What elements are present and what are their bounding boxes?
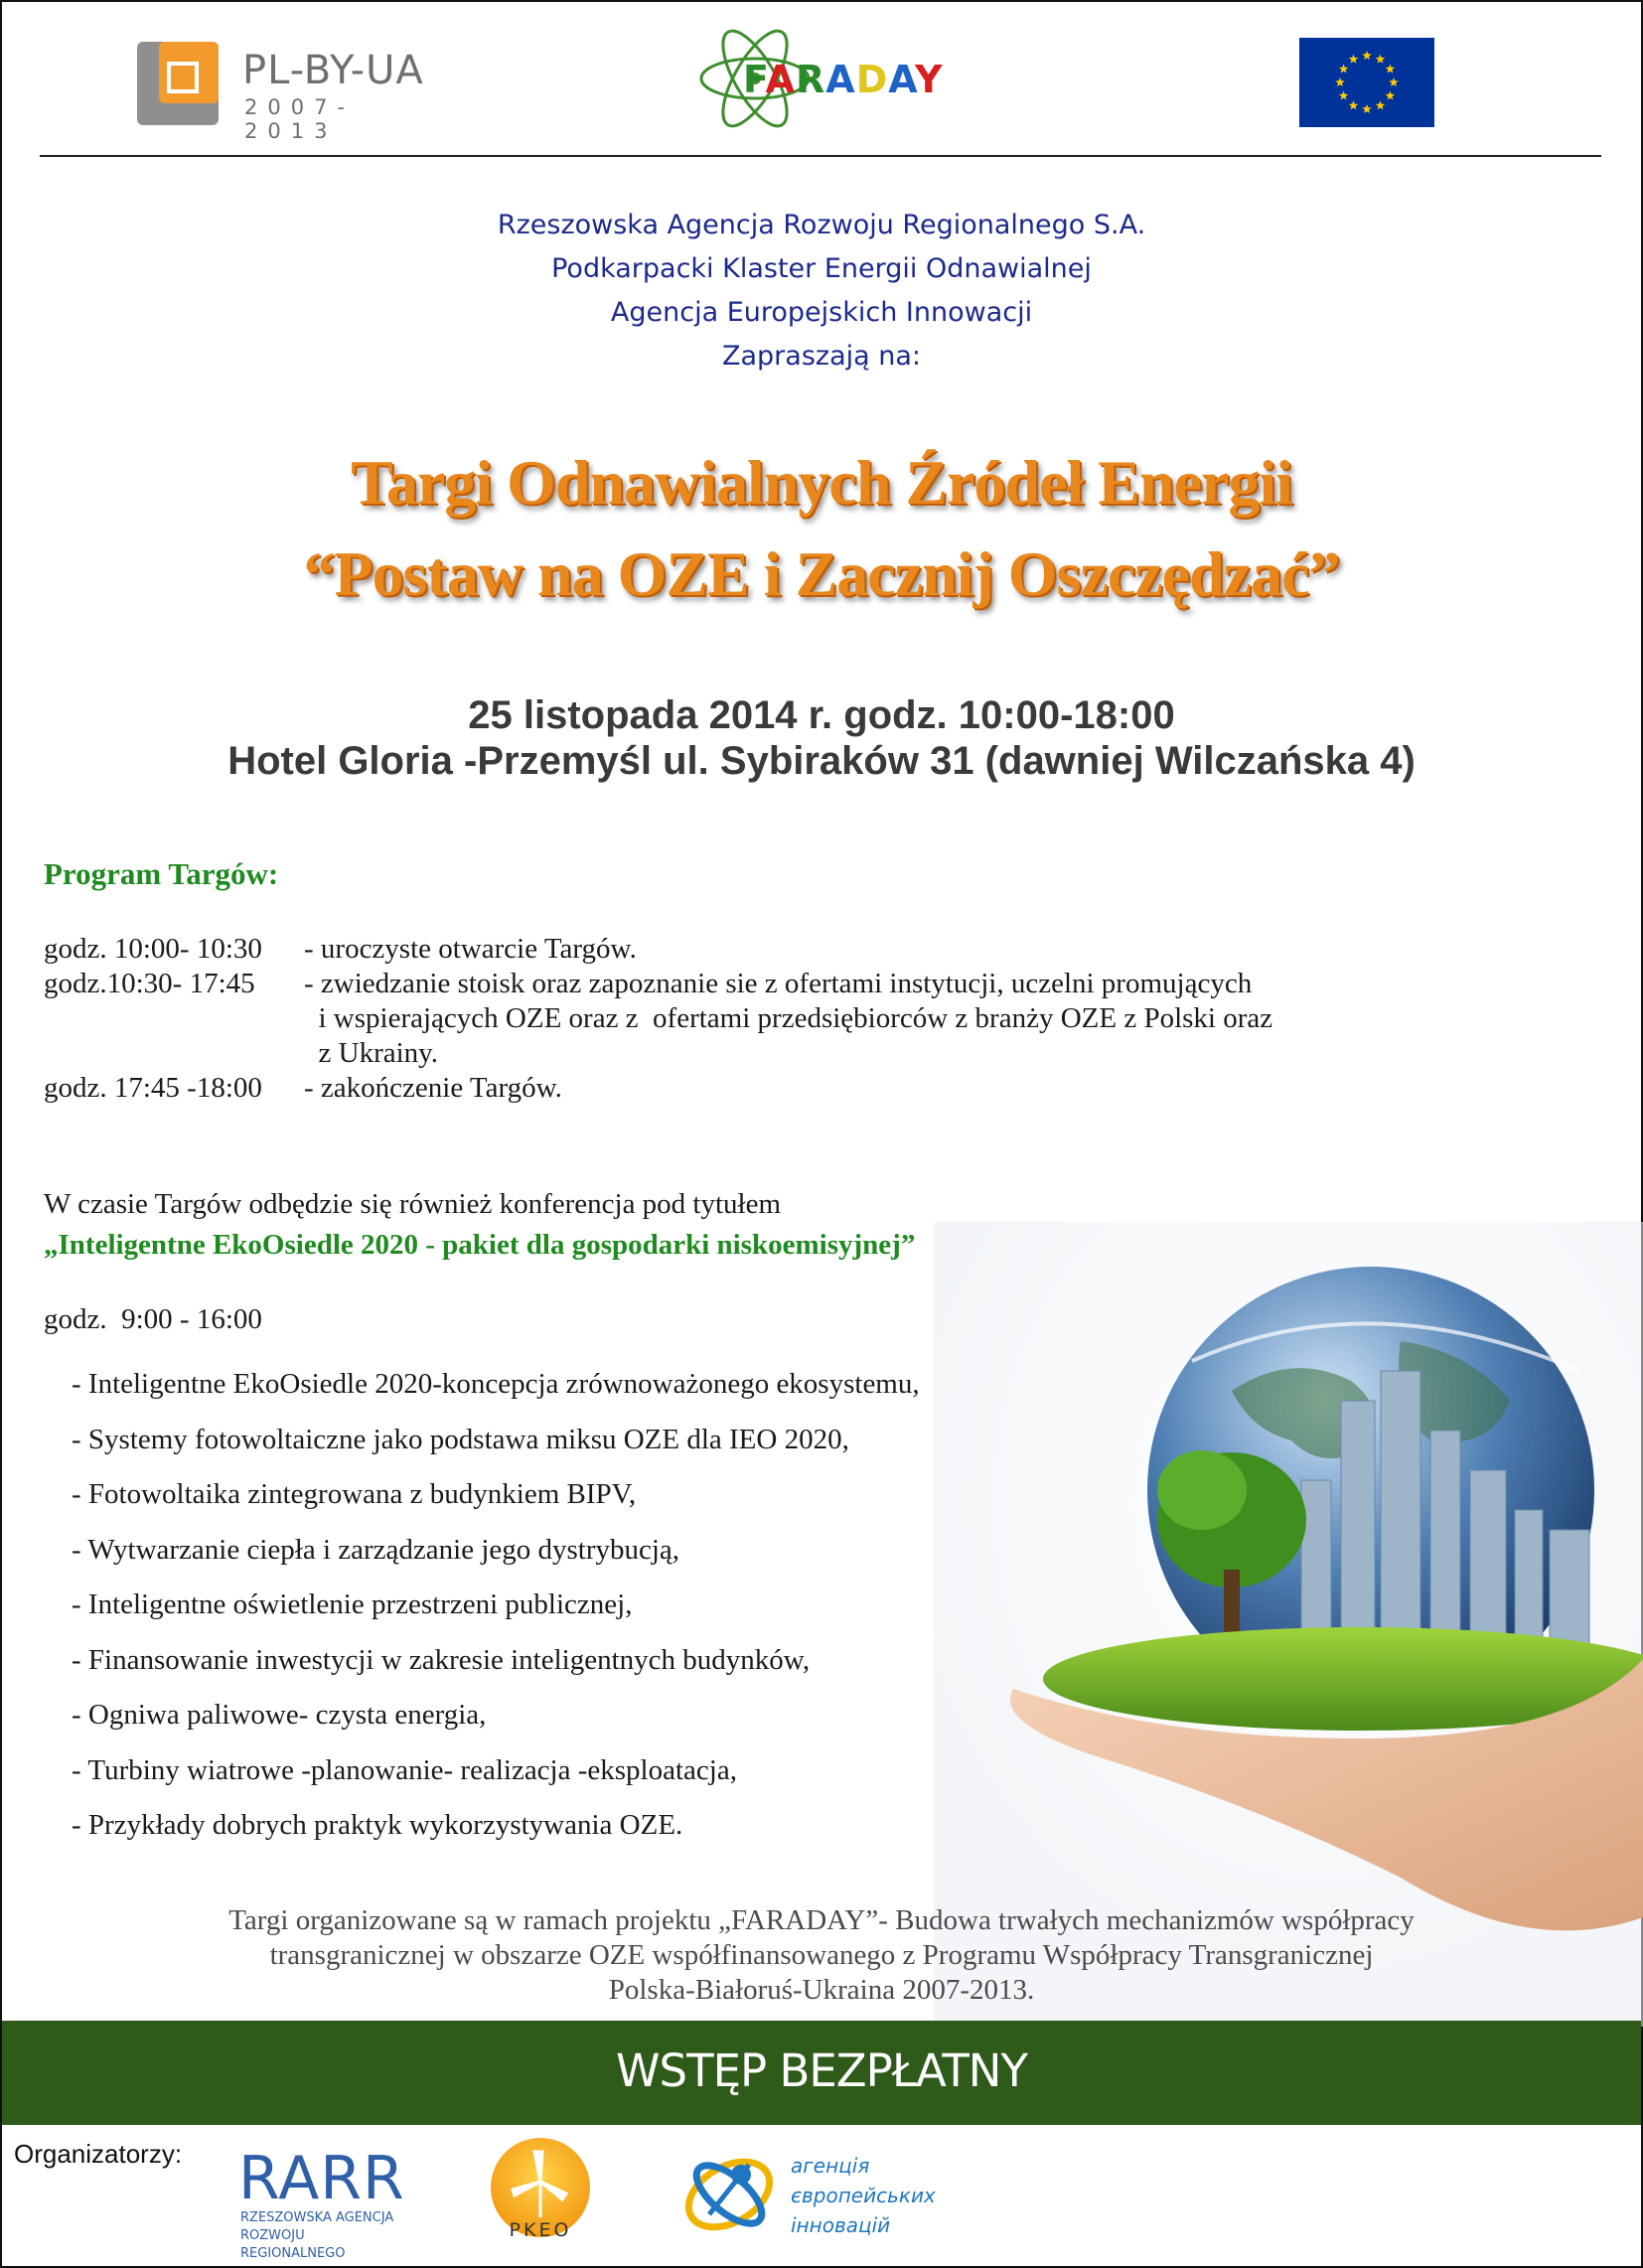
funding-note-line: Polska-Białoruś-Ukraina 2007-2013. <box>608 1974 1035 2006</box>
rarr-logo <box>236 2144 405 2261</box>
aei-logo <box>679 2141 938 2250</box>
conference-title: „Inteligentne EkoOsiedle 2020 - pakiet dla gospodarki niskoemisyjnej” <box>44 1229 916 1261</box>
eu-star-icon <box>1349 100 1359 109</box>
header-divider <box>40 155 1601 157</box>
program-schedule <box>44 932 1526 1106</box>
schedule-time <box>44 1001 304 1036</box>
topic-item: - Fotowoltaika zintegrowana z budynkiem BIPV, <box>72 1478 637 1510</box>
schedule-row <box>44 967 1526 1001</box>
schedule-desc: i wspierających OZE oraz z ofertami przedsiębiorców z branży OZE z Polski oraz <box>304 1002 1273 1034</box>
free-entry-banner <box>2 2021 1641 2125</box>
faraday-logo <box>695 20 964 137</box>
eu-star-icon <box>1339 91 1349 100</box>
topic-item: - Inteligentne EkoOsiedle 2020-koncepcja zrównoważonego ekosystemu, <box>72 1368 920 1400</box>
topic-item: - Finansowanie inwestycji w zakresie inteligentnych budynków, <box>72 1643 811 1676</box>
plbyua-logo-icon <box>137 42 219 125</box>
eu-star-icon <box>1362 51 1372 60</box>
event-title-line1: Targi Odnawialnych Źródeł Energii <box>351 447 1292 518</box>
schedule-row <box>44 1071 1526 1106</box>
organizer-line: Podkarpacki Klaster Energii Odnawialnej <box>551 253 1092 284</box>
schedule-time: godz. 10:00- 10:30 <box>44 933 262 965</box>
schedule-time <box>44 1036 304 1071</box>
topic-item: - Wytwarzanie ciepła i zarządzanie jego dystrybucją, <box>72 1533 680 1566</box>
aei-swirl-icon <box>679 2145 779 2244</box>
plbyua-logo-years: 2007-2013 <box>244 95 356 143</box>
conference-time: godz. 9:00 - 16:00 <box>44 1303 262 1335</box>
faraday-logo-text <box>743 58 944 101</box>
aei-logo-line: агенція <box>791 2154 870 2178</box>
funding-note-line: Targi organizowane są w ramach projektu „FARADAY”- Budowa trwałych mechanizmów współpracy <box>228 1904 1415 1936</box>
rarr-logo-subtitle <box>240 2209 405 2263</box>
event-title-line2: “Postaw na OZE i Zacznij Oszczędzać” <box>303 538 1340 609</box>
schedule-time: godz. 17:45 -18:00 <box>44 1072 262 1104</box>
aei-logo-line: інновацій <box>791 2213 891 2237</box>
aei-logo-line: європейських <box>791 2184 936 2207</box>
eu-star-icon <box>1376 100 1386 109</box>
schedule-desc: - zwiedzanie stoisk oraz zapoznanie sie z ofertami instytucji, uczelni promujących <box>304 968 1253 999</box>
eu-stars-icon <box>1299 38 1434 127</box>
topic-item: - Przykłady dobrych praktyk wykorzystywania OZE. <box>72 1809 683 1841</box>
event-date: 25 listopada 2014 r. godz. 10:00-18:00 <box>468 693 1175 737</box>
event-venue: Hotel Gloria -Przemyśl ul. Sybiraków 31 (dawniej Wilczańska 4) <box>227 739 1416 783</box>
event-date-venue <box>0 692 1643 784</box>
schedule-desc: - zakończenie Targów. <box>304 1072 562 1104</box>
topic-item: - Inteligentne oświetlenie przestrzeni publicznej, <box>72 1588 633 1620</box>
event-title <box>0 437 1643 620</box>
organizer-intro <box>0 204 1643 378</box>
faraday-logo-letter: A <box>765 58 797 101</box>
invitation-line: Zapraszają na: <box>722 341 921 372</box>
eu-star-icon <box>1339 65 1349 74</box>
plbyua-logo <box>137 42 435 143</box>
faraday-logo-letter: Y <box>915 58 944 101</box>
schedule-row <box>44 932 1526 967</box>
topic-item: - Turbiny wiatrowe -planowanie- realizacja -eksploatacja, <box>72 1753 737 1786</box>
faraday-logo-letter: D <box>855 58 889 101</box>
pkeo-logo-text: PKEO <box>509 2219 572 2241</box>
rarr-logo-text: RARR <box>238 2144 405 2213</box>
eu-star-icon <box>1362 104 1372 113</box>
aei-logo-text <box>791 2151 936 2240</box>
funding-note-line: transgranicznej w obszarze OZE współfinansowanego z Programu Współpracy Transgranicznej <box>269 1939 1374 1971</box>
organizers-label: Organizatorzy: <box>14 2139 183 2169</box>
schedule-row <box>44 1001 1526 1036</box>
rarr-subtitle-line: RZESZOWSKA AGENCJA <box>240 2210 394 2225</box>
schedule-row <box>44 1036 1526 1071</box>
organizer-line: Rzeszowska Agencja Rozwoju Regionalnego S.A. <box>497 210 1146 240</box>
schedule-desc: - uroczyste otwarcie Targów. <box>304 933 637 965</box>
schedule-time: godz.10:30- 17:45 <box>44 968 255 999</box>
free-entry-text: WSTĘP BEZPŁATNY <box>616 2044 1027 2097</box>
eu-star-icon <box>1389 77 1399 86</box>
eu-star-icon <box>1335 77 1345 86</box>
faraday-logo-letter: R <box>796 58 826 101</box>
pkeo-logo <box>485 2138 596 2249</box>
plbyua-logo-text: PL-BY-UA <box>242 48 424 93</box>
eu-star-icon <box>1376 55 1386 64</box>
faraday-logo-letter: A <box>888 58 916 101</box>
eu-flag <box>1299 38 1434 127</box>
conference-topics <box>72 1357 920 1854</box>
eu-star-icon <box>1386 91 1396 100</box>
topic-item: - Systemy fotowoltaiczne jako podstawa miksu OZE dla IEO 2020, <box>72 1423 849 1455</box>
conference-intro: W czasie Targów odbędzie się również konferencja pod tytułem <box>44 1188 782 1220</box>
organizer-line: Agencja Europejskich Innowacji <box>610 297 1033 328</box>
eu-star-icon <box>1386 65 1396 74</box>
topic-item: - Ogniwa paliwowe- czysta energia, <box>72 1699 487 1731</box>
program-heading: Program Targów: <box>44 856 279 891</box>
schedule-desc: z Ukrainy. <box>304 1037 439 1069</box>
funding-note <box>60 1903 1583 2008</box>
eu-star-icon <box>1349 55 1359 64</box>
rarr-subtitle-line: ROZWOJU REGIONALNEGO <box>240 2228 346 2261</box>
faraday-logo-letter: F <box>743 58 766 101</box>
faraday-logo-letter: A <box>825 58 856 101</box>
